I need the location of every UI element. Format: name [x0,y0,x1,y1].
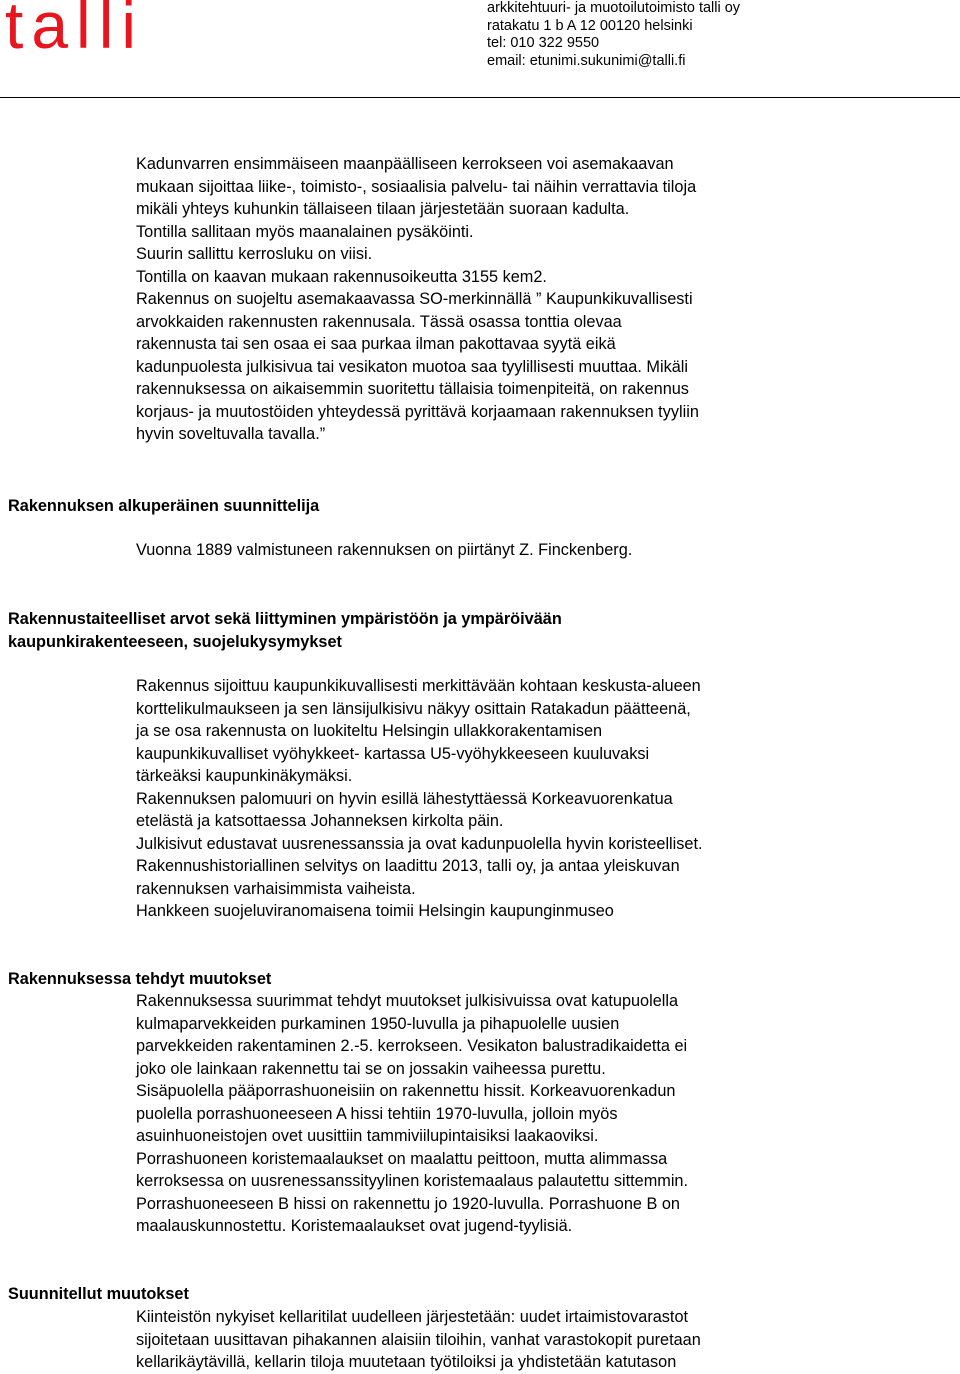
text-line: ja se osa rakennusta on luokiteltu Helsingin ullakkorakentamisen [136,722,603,740]
text-line: kaupunkikuvalliset vyöhykkeet- kartassa U5-vyöhykkeeseen kuuluvaksi [136,744,650,763]
text-line: Tontilla on kaavan mukaan rakennusoikeutta 3155 kem2. [136,267,547,286]
text-line: Suurin sallittu kerrosluku on viisi. [136,245,373,263]
text-line: kerroksessa on uusrenessanssityylinen koristemaalaus palautettu sittemmin. [136,1172,689,1190]
text-line: Tontilla sallitaan myös maanalainen pysäköinti. [136,222,474,241]
text-line: korttelikulmaukseen ja sen länsijulkisivu näkyy osittain Ratakadun päätteenä, [136,699,691,718]
text-line: Vuonna 1889 valmistuneen rakennuksen on piirtänyt Z. Finckenberg. [136,541,633,559]
text-line: Rakennus sijoittuu kaupunkikuvallisesti merkittävään kohtaan keskusta-alueen [136,677,701,695]
text-line: Hankkeen suojeluviranomaisena toimii Helsingin kaupunginmuseo [136,902,614,920]
section-heading-original-designer: Rakennuksen alkuperäinen suunnittelija [8,497,320,515]
text-line: hyvin soveltuvalla tavalla.” [136,425,326,443]
section-heading-changes-made: Rakennuksessa tehdyt muutokset [8,970,272,988]
section-body-original-designer [136,539,956,562]
text-line: kulmaparvekkeiden purkaminen 1950-luvulla ja pihapuolelle uusien [136,1014,620,1033]
text-line: Rakennuksen palomuuri on hyvin esillä lähestyttäessä Korkeavuorenkatua [136,789,673,808]
text-line: kadunpuolesta julkisivua tai vesikaton muotoa saa tyylillisesti muuttaa. Mikäli [136,357,689,376]
contact-info [487,0,957,70]
text-line: tärkeäksi kaupunkinäkymäksi. [136,767,353,785]
text-line: mukaan sijoittaa liike-, toimisto-, sosiaalisia palvelu- tai näihin verrattavia tiloja [136,177,697,196]
section-body-planned-changes [136,1306,956,1374]
heading-line: Rakennustaiteelliset arvot sekä liittyminen ympäristöön ja ympäröivään [8,610,562,628]
company-email: email: etunimi.sukunimi@talli.fi [487,52,686,69]
text-line: Rakennuksessa suurimmat tehdyt muutokset julkisivuissa ovat katupuolella [136,992,679,1010]
heading-line: kaupunkirakenteeseen, suojelukysymykset [8,632,342,651]
text-line: Kadunvarren ensimmäiseen maanpäälliseen kerrokseen voi asemakaavan [136,155,674,173]
text-line: Julkisivut edustavat uusrenessanssia ja ovat kadunpuolella hyvin koristeelliset. [136,834,703,853]
text-line: Kiinteistön nykyiset kellaritilat uudelleen järjestetään: uudet irtaimistovarastot [136,1308,689,1326]
text-line: Sisäpuolella pääporrashuoneisiin on rakennettu hissit. Korkeavuorenkadun [136,1082,676,1100]
intro-paragraph [136,153,956,446]
company-phone: tel: 010 322 9550 [487,35,600,51]
text-line: Porrashuoneeseen B hissi on rakennettu jo 1920-luvulla. Porrashuone B on [136,1194,680,1213]
header-divider [0,97,960,98]
text-line: asuinhuoneistojen ovet uusittiin tammiviilupintaisiksi laakaoviksi. [136,1127,599,1145]
company-address: ratakatu 1 b A 12 00120 helsinki [487,17,693,34]
text-line: mikäli yhteys kuhunkin tällaiseen tilaan järjestetään suoraan kadulta. [136,200,630,218]
text-line: etelästä ja katsottaessa Johanneksen kirkolta päin. [136,812,504,830]
text-line: maalauskunnostettu. Koristemaalaukset ovat jugend-tyylisiä. [136,1217,573,1235]
text-line: arvokkaiden rakennusten rakennusala. Tässä osassa tonttia olevaa [136,312,622,331]
company-logo: talli [5,0,145,62]
section-body-changes-made [136,990,956,1238]
text-line: Porrashuoneen koristemaalaukset on maalattu peittoon, mutta alimmassa [136,1149,668,1168]
text-line: parvekkeiden rakentaminen 2.-5. kerrokseen. Vesikaton balustradikaidetta ei [136,1037,688,1055]
text-line: rakennusta tai sen osaa ei saa purkaa ilman pakottavaa syytä eikä [136,335,616,353]
text-line: Rakennushistoriallinen selvitys on laadittu 2013, talli oy, ja antaa yleiskuvan [136,857,680,875]
section-body-architectural-values [136,675,956,923]
text-line: sijoitetaan uusittavan pihakannen alaisiin tiloihin, vanhat varastokopit puretaan [136,1330,701,1349]
text-line: joko ole lainkaan rakennettu tai se on jossakin vaiheessa purettu. [136,1059,606,1078]
text-line: rakennuksen varhaisimmista vaiheista. [136,879,416,898]
text-line: kellarikäytävillä, kellarin tiloja muutetaan työtiloiksi ja yhdistetään katutason [136,1353,677,1371]
text-line: korjaus- ja muutostöiden yhteydessä pyrittävä korjaamaan rakennuksen tyyliin [136,402,699,421]
company-name: arkkitehtuuri- ja muotoilutoimisto talli oy [487,0,741,16]
text-line: puolella porrashuoneeseen A hissi tehtiin 1970-luvulla, jolloin myös [136,1104,618,1123]
text-line: rakennuksessa on aikaisemmin suoritettu tällaisia toimenpiteitä, on rakennus [136,380,689,398]
section-heading-planned-changes: Suunnitellut muutokset [8,1285,189,1303]
text-line: Rakennus on suojeltu asemakaavassa SO-merkinnällä ” Kaupunkikuvallisesti [136,290,693,308]
section-heading-architectural-values [8,608,562,653]
